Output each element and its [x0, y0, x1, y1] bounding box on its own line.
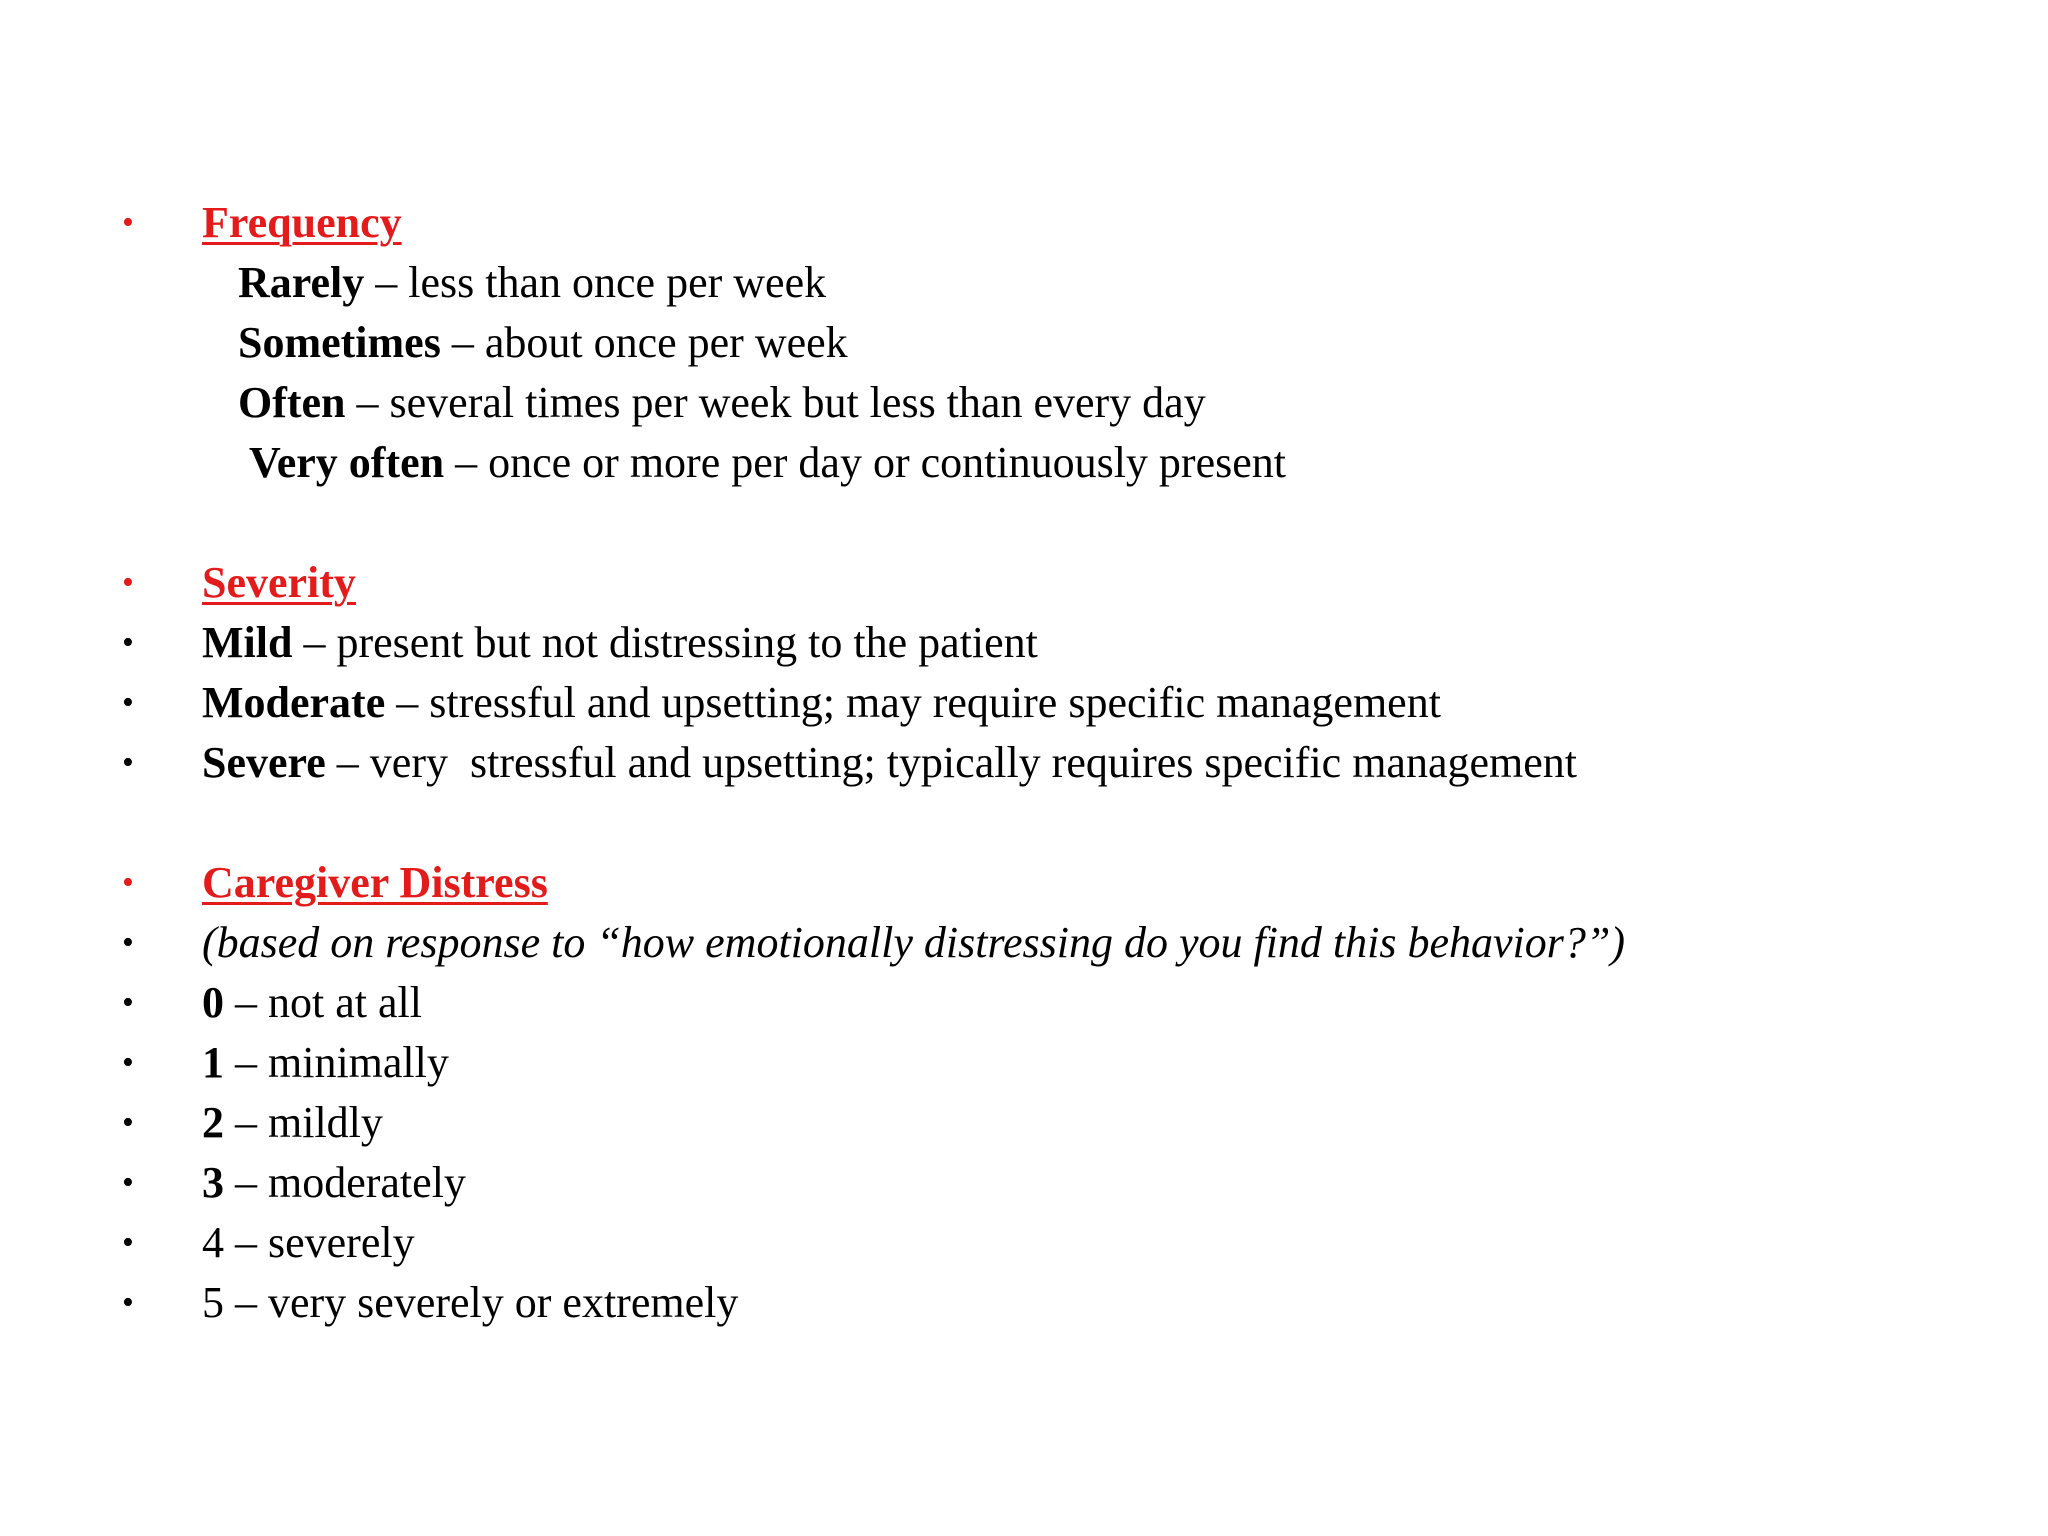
frequency-term: Very often	[249, 438, 445, 487]
bullet-icon: •	[122, 1164, 134, 1201]
frequency-term: Often	[238, 378, 346, 427]
bullet-icon: •	[122, 984, 134, 1021]
caregiver-term: 3	[202, 1158, 224, 1207]
severity-term: Mild	[202, 618, 293, 667]
bullet-icon: •	[122, 1224, 134, 1261]
caregiver-note: (based on response to “how emotionally distressing do you find this behavior?”)	[202, 918, 1626, 967]
bullet-icon: •	[122, 1284, 134, 1321]
bullet-icon: •	[122, 204, 134, 241]
bullet-icon: •	[122, 684, 134, 721]
frequency-desc: – several times per week but less than every day	[345, 378, 1206, 427]
frequency-term: Sometimes	[238, 318, 441, 367]
bullet-icon: •	[122, 864, 134, 901]
frequency-desc: – less than once per week	[364, 258, 827, 307]
severity-heading: Severity	[202, 558, 356, 607]
severity-desc: – present but not distressing to the patient	[292, 618, 1038, 667]
caregiver-desc: – not at all	[224, 978, 422, 1027]
severity-desc: – very stressful and upsetting; typically requires specific management	[325, 738, 1577, 787]
frequency-desc: – about once per week	[440, 318, 848, 367]
severity-term: Moderate	[202, 678, 386, 727]
frequency-term: Rarely	[238, 258, 365, 307]
caregiver-desc: – moderately	[224, 1158, 466, 1207]
bullet-icon: •	[122, 744, 134, 781]
bullet-icon: •	[122, 1044, 134, 1081]
bullet-icon: •	[122, 564, 134, 601]
bullet-icon: •	[122, 924, 134, 961]
caregiver-term: 1	[202, 1038, 224, 1087]
severity-desc: – stressful and upsetting; may require specific management	[385, 678, 1441, 727]
caregiver-desc: 5 – very severely or extremely	[202, 1278, 739, 1327]
caregiver-heading: Caregiver Distress	[202, 858, 548, 907]
bullet-icon: •	[122, 1104, 134, 1141]
severity-term: Severe	[202, 738, 326, 787]
caregiver-term: 2	[202, 1098, 224, 1147]
caregiver-term: 0	[202, 978, 224, 1027]
frequency-heading: Frequency	[202, 198, 402, 247]
caregiver-desc: 4 – severely	[202, 1218, 415, 1267]
caregiver-desc: – minimally	[224, 1038, 449, 1087]
bullet-icon: •	[122, 624, 134, 661]
caregiver-desc: – mildly	[224, 1098, 383, 1147]
frequency-desc: – once or more per day or continuously present	[444, 438, 1286, 487]
